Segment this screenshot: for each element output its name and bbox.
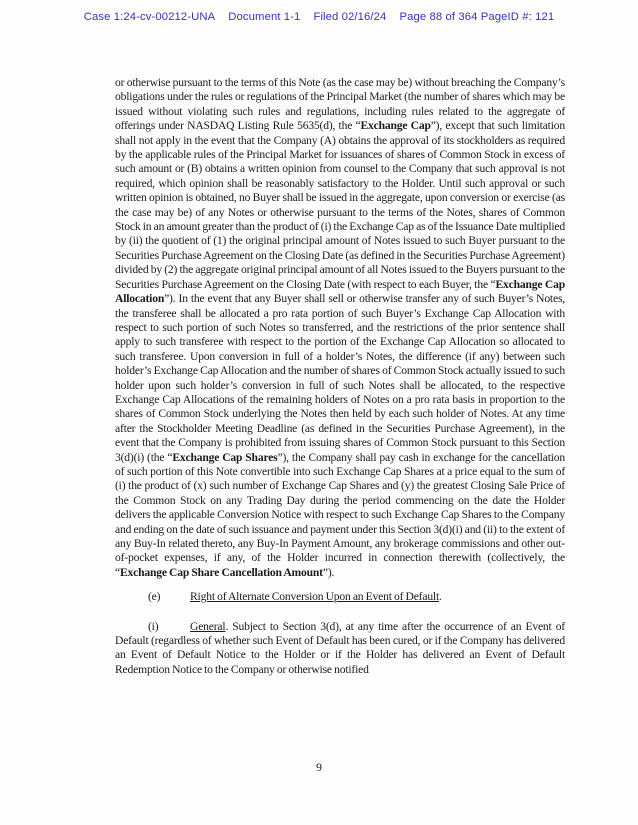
section-i-text: Subject to Section 3(d), at any time after the occurrence of an Event of Default (regardless of whether such Event of Default has been cured, or if the Company has delivered an Event of Default Notice to the Holder or if the Holder has delivered an Event of Default Redemption Notice to the Company or otherwise notified: [115, 619, 565, 676]
document-number: Document 1-1: [228, 11, 301, 23]
case-number: Case 1:24-cv-00212-UNA: [83, 11, 216, 23]
section-i-title: General: [190, 619, 226, 633]
case-header: [0, 11, 638, 23]
filed-date: Filed 02/16/24: [313, 11, 387, 23]
section-i-paragraph: [115, 620, 565, 678]
section-e-heading: [115, 590, 565, 604]
document-body: [115, 76, 565, 677]
page-id: Page 88 of 364 PageID #: 121: [399, 11, 555, 23]
section-i-label: (i): [148, 619, 159, 633]
section-e-label: (e): [148, 590, 161, 604]
page-number: 9: [316, 760, 322, 774]
section-e-period: .: [439, 590, 442, 604]
section-i-period: .: [225, 619, 229, 633]
section-e-title: Right of Alternate Conversion Upon an Event of Default: [190, 590, 440, 604]
main-paragraph: or otherwise pursuant to the terms of this Note (as the case may be) without breaching the Company’s obligations under the rules or regulations of the Principal Market (the number of shares which may be issued without violating such rules and regulations, including rules related to the aggregate of offerings under NASDAQ Listing Rule 5635(d), the “Exchange Cap”), except that such limitation shall not apply in the event that the Company (A) obtains the approval of its stockholders as required by the applicable rules of the Principal Market for issuances of shares of Common Stock in excess of such amount or (B) obtains a written opinion from counsel to the Company that such approval is not required, which opinion shall be reasonably satisfactory to the Holder. Until such approval or such written opinion is obtained, no Buyer shall be issued in the aggregate, upon conversion or exercise (as the case may be) of any Notes or otherwise pursuant to the terms of the Notes, shares of Common Stock in an amount greater than the product of (i) the Exchange Cap as of the Issuance Date multiplied by (ii) the quotient of (1) the original principal amount of Notes issued to such Buyer pursuant to the Securities Purchase Agreement on the Closing Date (as defined in the Securities Purchase Agreement) divided by (2) the aggregate original principal amount of all Notes issued to the Buyers pursuant to the Securities Purchase Agreement on the Closing Date (with respect to each Buyer, the “Exchange Cap Allocation”). In the event that any Buyer shall sell or otherwise transfer any of such Buyer’s Notes, the transferee shall be allocated a pro rata portion of such Buyer’s Exchange Cap Allocation with respect to such portion of such Notes so transferred, and the restrictions of the prior sentence shall apply to such transferee with respect to the portion of the Exchange Cap Allocation so allocated to such transferee. Upon conversion in full of a holder’s Notes, the difference (if any) between such holder’s Exchange Cap Allocation and the number of shares of Common Stock actually issued to such holder upon such holder’s conversion in full of such Notes shall be allocated, to the respective Exchange Cap Allocations of the remaining holders of Notes on a pro rata basis in proportion to the shares of Common Stock underlying the Notes then held by each such holder of Notes. At any time after the Stockholder Meeting Deadline (as defined in the Securities Purchase Agreement), in the event that the Company is prohibited from issuing shares of Common Stock pursuant to this Section 3(d)(i) (the “Exchange Cap Shares”), the Company shall pay cash in exchange for the cancellation of such portion of this Note convertible into such Exchange Cap Shares at a price equal to the sum of (i) the product of (x) such number of Exchange Cap Shares and (y) the greatest Closing Sale Price of the Common Stock on any Trading Day during the period commencing on the date the Holder delivers the applicable Conversion Notice with respect to such Exchange Cap Shares to the Company and ending on the date of such issuance and payment under this Section 3(d)(i) and (ii) to the extent of any Buy-In related thereto, any Buy-In Payment Amount, any brokerage commissions and other out-of-pocket expenses, if any, of the Holder incurred in connection therewith (collectively, the “Exchange Cap Share Cancellation Amount”).: [115, 76, 566, 579]
